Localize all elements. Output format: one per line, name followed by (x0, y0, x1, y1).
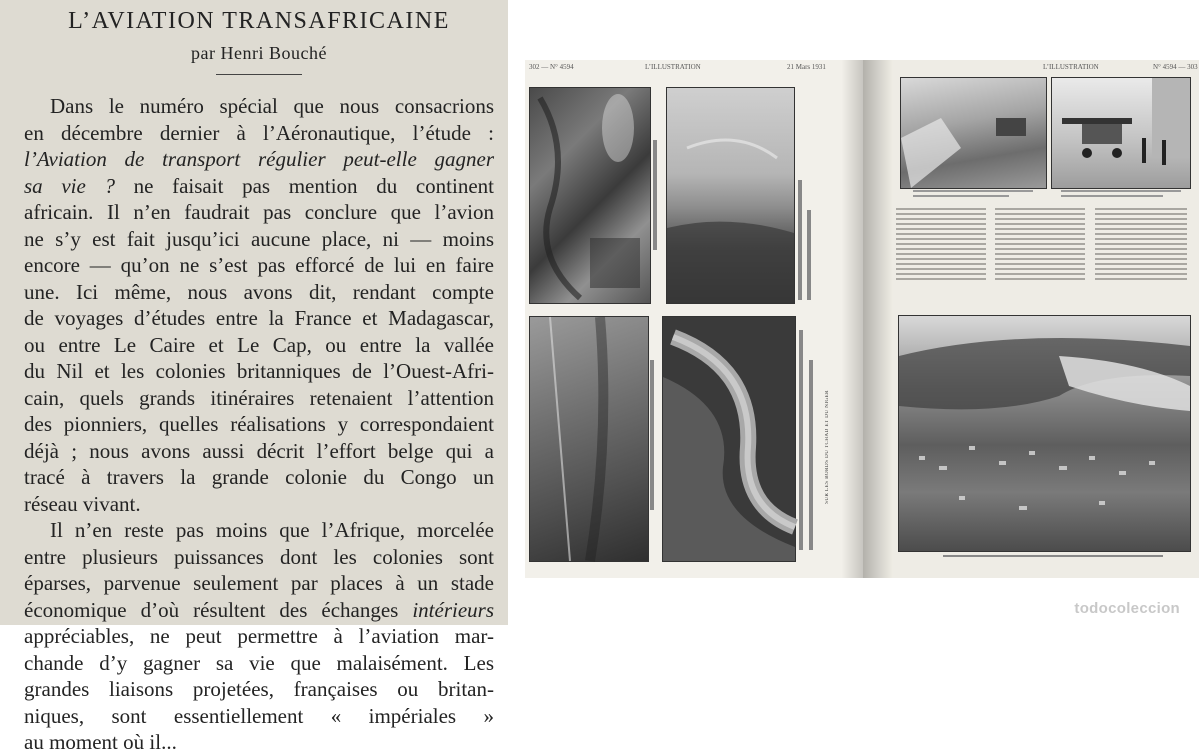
vertical-caption-line (650, 360, 654, 510)
text-run: cain, quels grands itinéraires retenaient l’attention (24, 385, 494, 410)
article-line (24, 544, 494, 571)
article-line (24, 279, 494, 306)
page-gutter-shadow (863, 60, 893, 578)
text-column-1 (896, 208, 986, 283)
left-page-date: 21 Mars 1931 (787, 63, 826, 71)
text-run: entre plusieurs puissances dont les colonies sont (24, 544, 494, 569)
aerial-photo-lake-chad (666, 87, 795, 304)
article-line (24, 226, 494, 253)
text-run: économique d’où résultent des échanges (24, 597, 413, 622)
article-line (24, 491, 494, 518)
vertical-caption-line (799, 330, 803, 550)
vertical-caption-line (653, 140, 657, 250)
article-byline: par Henri Bouché (191, 43, 327, 63)
left-page-number: 302 — N° 4594 (529, 63, 574, 71)
panorama-caption (943, 555, 1163, 557)
text-run: niques, sont essentiellement « impériales » (24, 703, 494, 728)
photo-hangar-fort-lamy (900, 77, 1047, 189)
vertical-section-title: SUR LES BORDS DU TCHAD ET DU NIGER (825, 390, 830, 504)
article-line (24, 703, 494, 730)
aerial-photo-river-bend (662, 316, 796, 562)
text-run: chande d’y gagner sa vie que malaisément. Les (24, 650, 494, 675)
aerial-photo-forest (529, 316, 649, 562)
italic-text: intérieurs (412, 597, 494, 622)
article-line (24, 650, 494, 677)
article-line (24, 464, 494, 491)
photo-detail (901, 78, 1046, 188)
article-line (24, 332, 494, 359)
article-line (24, 411, 494, 438)
article-line (24, 305, 494, 332)
article-line (24, 385, 494, 412)
magazine-right-page (863, 60, 1199, 578)
aerial-photo-niger-river (529, 87, 651, 304)
article-line (24, 597, 494, 624)
article-line (24, 173, 494, 200)
article-paragraph-2 (24, 517, 494, 756)
text-run: au moment où il... (24, 730, 177, 754)
text-run: grandes liaisons projetées, françaises ou britan- (24, 677, 494, 701)
title-rule (216, 74, 302, 75)
text-run: Dans le numéro spécial que nous consacrions (50, 94, 494, 118)
article-line (24, 358, 494, 385)
article-line (24, 120, 494, 147)
aerial-photo-detail (530, 317, 648, 561)
text-column-2 (995, 208, 1085, 283)
text-run: ou entre Le Caire et Le Cap, ou entre la vallée (24, 332, 494, 357)
text-run: africain. Il n’en faudrait pas conclure que l’avion (24, 200, 494, 224)
aerial-photo-detail (663, 317, 795, 561)
photo-aircraft (1051, 77, 1191, 189)
text-run: déjà ; nous avons aussi décrit l’effort belge qui a (24, 438, 494, 463)
text-run: de voyages d’études entre la France et Madagascar, (24, 306, 494, 330)
photo-detail (899, 316, 1190, 551)
text-run: encore — qu’on ne s’est pas efforcé de lui en faire (24, 253, 494, 277)
article-crop (0, 0, 508, 754)
magazine-left-page (525, 60, 863, 578)
text-run: réseau vivant. (24, 491, 141, 516)
article-line (24, 93, 494, 120)
text-run: Il n’en reste pas moins que l’Afrique, morcelée (50, 518, 494, 542)
watermark-logo: todocoleccion (1074, 600, 1180, 617)
article-line (24, 252, 494, 279)
text-run: tracé à travers la grande colonie du Congo un (24, 465, 494, 489)
article-line (24, 570, 494, 597)
article-line (24, 438, 494, 465)
text-run: une. Ici même, nous avons dit, rendant compte (24, 279, 494, 304)
right-page-number: N° 4594 — 303 (1153, 63, 1198, 71)
vertical-caption-line (807, 210, 811, 300)
text-run: du Nil et les colonies britanniques de l’Ouest-Afri- (24, 359, 494, 383)
italic-text: sa vie ? (24, 173, 115, 198)
text-run: ne faisait pas mention du continent (114, 173, 494, 198)
aerial-photo-detail (530, 88, 650, 303)
text-column-3 (1095, 208, 1187, 283)
article-line (24, 623, 494, 650)
right-page-masthead: L’ILLUSTRATION (1043, 63, 1099, 71)
vertical-caption-line (798, 180, 802, 300)
article-line (24, 676, 494, 703)
photo-caption (1061, 190, 1181, 197)
article-paragraph-1 (24, 93, 494, 517)
text-run: éparses, parvenue seulement par places à un stade (24, 571, 494, 595)
magazine-spread-photo (515, 60, 1200, 578)
text-run: ne s’y est fait jusqu’ici aucune place, ni — moins (24, 226, 494, 251)
text-run: en décembre dernier à l’Aéronautique, l’étude : (24, 120, 494, 145)
article-title: L’AVIATION TRANSAFRICAINE (68, 8, 450, 34)
photo-detail (1052, 78, 1190, 188)
article-line (24, 146, 494, 173)
left-page-masthead: L’ILLUSTRATION (645, 63, 701, 71)
article-line (24, 729, 494, 756)
text-run: des pionniers, quelles réalisations y correspondaient (24, 412, 494, 436)
article-line (24, 517, 494, 544)
vertical-caption-line (809, 360, 813, 550)
italic-text: l’Aviation de transport régulier peut-elle gagner (24, 147, 494, 171)
article-line (24, 199, 494, 226)
photo-panorama-congo (898, 315, 1191, 552)
aerial-photo-detail (667, 88, 794, 303)
page-gutter-shadow (841, 60, 863, 578)
text-run: appréciables, ne peut permettre à l’aviation mar- (24, 624, 494, 648)
photo-caption (913, 190, 1033, 197)
